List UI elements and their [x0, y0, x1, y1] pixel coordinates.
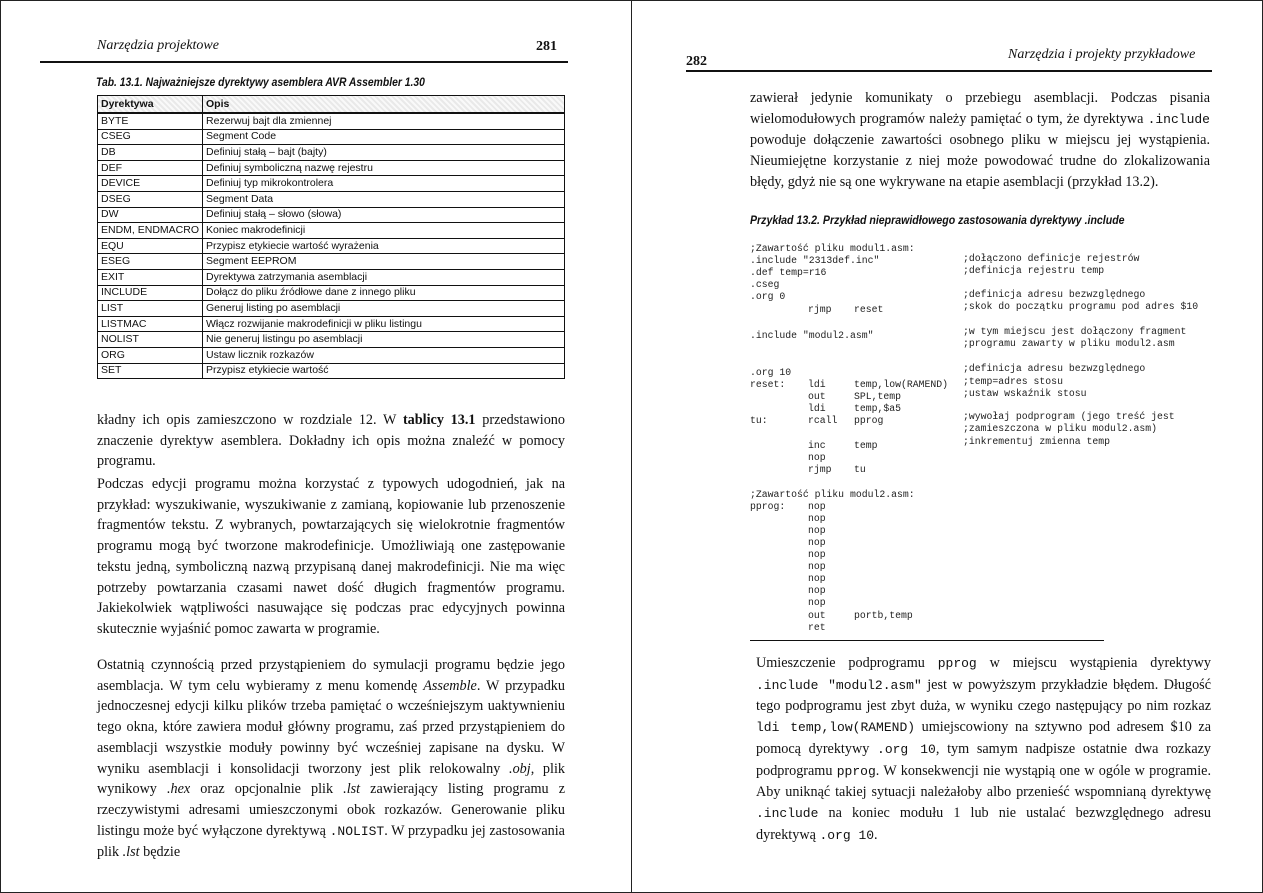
directive-name: DEVICE [98, 176, 203, 192]
code-mnemonic: nop [808, 537, 826, 548]
code-mnemonic: nop [808, 501, 826, 512]
code-comment: ;Zawartość pliku modul1.asm: [750, 243, 915, 254]
right-header-rule [686, 70, 1212, 72]
code-comment: ;w tym miejscu jest dołączony fragment [963, 326, 1187, 337]
text-run: , plik wynikowy [97, 760, 565, 798]
directive-name: CSEG [98, 129, 203, 145]
text-run: . W przypadku jej zastosowania plik [97, 822, 565, 861]
text-run: kładny ich opis zamieszczono w rozdziale 12. W [97, 412, 403, 428]
code-directive: .include "2313def.inc" [750, 255, 880, 266]
inline-code: pprog [937, 656, 977, 671]
code-directive: .def temp=r16 [750, 267, 827, 278]
code-operand: temp [854, 440, 878, 451]
directive-description: Definiuj typ mikrokontrolera [203, 176, 565, 192]
text-run: zawierający listing programu z rzeczywistymi adresami umieszczonymi obok rozkazów. Generowanie pliku listingu może być wyłączone dyrektywą [97, 781, 565, 839]
right-paragraph-1 [750, 88, 1210, 193]
table-row [98, 145, 565, 161]
code-label: reset: [750, 379, 786, 390]
inline-code: ldi temp,low(RAMEND) [756, 720, 916, 736]
code-mnemonic: nop [808, 452, 826, 463]
table-header-cell: Opis [203, 96, 565, 114]
code-mnemonic: ret [808, 622, 826, 633]
inline-code: .include [756, 805, 819, 821]
directive-description: Koniec makrodefinicji [203, 223, 565, 239]
table-header-row [98, 96, 565, 114]
table-reference: tablicy 13.1 [402, 412, 476, 428]
left-paragraph-1 [97, 410, 565, 472]
text-run: jest w powyższym przykładzie błędem. Długość tego podprogramu jest zbyt duża, w wyniku czego następujący po nim rozkaz [756, 676, 1212, 715]
text-run: . [874, 826, 878, 843]
code-comment: ;wywołaj podprogram (jego treść jest [963, 411, 1175, 422]
directive-description: Segment EEPROM [203, 254, 565, 270]
left-paragraph-2: Podczas edycji programu można korzystać z typowych udogodnień, jak na przykład: wyszukiwanie, wyszukiwanie z zamianą, kopiowanie lub przenoszenie fragmentów tekstu. Z wybranych, powtarzających się wielokrotnie fragmentów programu mogą być tworzone makrodefinicje. Umożliwiają one zastępowanie tekstu jedną, symboliczną nazwą przypisaną danej makrodefinicji. Nie ma więc potrzeby powtarzania czasami nawet dość długich fragmentów programu. Jakiekolwiek wątpliwości nasuwające się podczas prac edycyjnych powinna skutecznie wyjaśnić pomoc zawarta w programie. [97, 476, 565, 637]
text-run: . W konsekwencji nie wystąpią one w ogóle w programie. Aby uniknąć takiej sytuacji należałoby albo przenieść wspomnianą dyrektywę [756, 762, 1211, 801]
directive-name: LIST [98, 301, 203, 317]
left-page-number: 281 [536, 39, 557, 54]
table-row [98, 223, 565, 239]
code-mnemonic: inc [808, 440, 826, 451]
code-comment: ;Zawartość pliku modul2.asm: [750, 489, 915, 500]
table-row [98, 347, 565, 363]
right-page-number: 282 [686, 54, 707, 69]
code-comment: ;skok do początku programu pod adres $10 [963, 301, 1199, 312]
table-row [98, 176, 565, 192]
inline-code: .org 10 [819, 827, 875, 843]
directive-description: Generuj listing po asemblacji [203, 301, 565, 317]
directive-description: Definiuj stałą – słowo (słowa) [203, 207, 565, 223]
code-mnemonic: rjmp [808, 464, 832, 475]
inline-code: .include "modul2.asm" [756, 677, 922, 693]
left-running-head: Narzędzia projektowe [97, 38, 219, 53]
code-directive: .cseg [750, 279, 780, 290]
code-mnemonic: nop [808, 549, 826, 560]
code-operand: reset [854, 304, 884, 315]
inline-code: .NOLIST [329, 823, 385, 839]
code-operand: SPL,temp [854, 391, 902, 402]
directive-description: Przypisz etykiecie wartość [203, 363, 565, 379]
text-run: , tym samym nadpisze ostatnie dwa rozkazy podprogramu [756, 740, 1212, 779]
left-paragraph-3 [97, 655, 565, 863]
code-comment: ;zamieszczona w pliku modul2.asm) [963, 423, 1158, 434]
example-caption: Przykład 13.2. Przykład nieprawidłowego zastosowania dyrektywy .include [750, 215, 1125, 227]
code-operand: tu [854, 464, 866, 475]
directives-table [97, 95, 565, 379]
code-mnemonic: rjmp [808, 304, 832, 315]
left-page [0, 0, 631, 893]
inline-code: .include [1147, 111, 1210, 127]
file-extension: .lst [343, 781, 361, 798]
directive-name: DSEG [98, 191, 203, 207]
text-run: umiejscowiony na sztywno pod adresem $10 za pomocą dyrektywy [756, 719, 1211, 757]
directive-name: ESEG [98, 254, 203, 270]
table-row [98, 269, 565, 285]
table-row [98, 332, 565, 348]
text-run: Ostatnią czynnością przed przystąpieniem do symulacji programu będzie jego asemblacja. W tym celu wybieramy z menu komendę [97, 657, 565, 694]
text-run: zawierał jedynie komunikaty o przebiegu asemblacji. Podczas pisania wielomodułowych programów należy pamiętać o tym, że dyrektywa [750, 90, 1210, 127]
code-comment: ;definicja adresu bezwzględnego [963, 289, 1146, 300]
directive-name: LISTMAC [98, 316, 203, 332]
directive-name: DB [98, 145, 203, 161]
code-mnemonic: out [808, 610, 826, 621]
directive-name: EXIT [98, 269, 203, 285]
code-operand: temp,$a5 [854, 403, 902, 414]
file-extension: .lst [122, 844, 140, 861]
left-header-rule [40, 61, 568, 63]
directive-name: SET [98, 363, 203, 379]
table-row [98, 160, 565, 176]
file-extension: .hex [166, 781, 191, 798]
code-mnemonic: nop [808, 597, 826, 608]
right-running-head: Narzędzia i projekty przykładowe [1008, 47, 1196, 62]
code-comment: ;dołączono definicje rejestrów [963, 253, 1140, 264]
code-comment: ;definicja adresu bezwzględnego [963, 363, 1146, 374]
table-row [98, 207, 565, 223]
code-mnemonic: ldi [808, 403, 826, 414]
directive-description: Segment Code [203, 129, 565, 145]
directive-description: Segment Data [203, 191, 565, 207]
text-run: na koniec modułu 1 lub nie ustalać bezwzględnego adresu dyrektywą [756, 804, 1211, 843]
code-directive: .org 0 [750, 291, 786, 302]
text-run: Umieszczenie podprogramu [756, 655, 938, 671]
code-operand: portb,temp [854, 610, 913, 621]
code-operand: pprog [854, 415, 884, 426]
table-row [98, 129, 565, 145]
directive-name: DEF [98, 160, 203, 176]
directive-description: Nie generuj listingu po asemblacji [203, 332, 565, 348]
text-run: w miejscu wystąpienia dyrektywy [976, 655, 1211, 671]
code-end-rule [750, 640, 1104, 641]
inline-code: pprog [836, 763, 876, 779]
directive-description: Ustaw licznik rozkazów [203, 347, 565, 363]
directive-name: NOLIST [98, 332, 203, 348]
table-row [98, 238, 565, 254]
directive-name: BYTE [98, 113, 203, 129]
table-row [98, 363, 565, 379]
directive-name: DW [98, 207, 203, 223]
directive-description: Definiuj symboliczną nazwę rejestru [203, 160, 565, 176]
code-mnemonic: nop [808, 585, 826, 596]
table-row [98, 301, 565, 317]
code-comment: ;programu zawarty w pliku modul2.asm [963, 338, 1175, 349]
code-comment: ;ustaw wskaźnik stosu [963, 388, 1087, 399]
inline-code: .org 10 [877, 741, 936, 757]
table-row [98, 316, 565, 332]
right-page [632, 0, 1263, 893]
code-comment: ;inkrementuj zmienna temp [963, 436, 1110, 447]
text-run: oraz opcjonalnie plik [190, 781, 344, 798]
code-mnemonic: nop [808, 525, 826, 536]
text-run: przedstawiono znaczenie dyrektyw asemblera. Dokładny ich opis można znaleźć w pomocy programu. [97, 412, 565, 470]
code-label: tu: [750, 415, 768, 426]
code-mnemonic: ldi [808, 379, 826, 390]
code-mnemonic: nop [808, 573, 826, 584]
code-comment: ;definicja rejestru temp [963, 265, 1105, 276]
directive-description: Przypisz etykiecie wartość wyrażenia [203, 238, 565, 254]
directive-name: EQU [98, 238, 203, 254]
code-directive: .org 10 [750, 367, 792, 378]
code-mnemonic: nop [808, 513, 826, 524]
table-header-cell: Dyrektywa [98, 96, 203, 114]
text-run: . W przypadku jednoczesnej edycji kilku plików trzeba pamiętać o wcześniejszym uaktywnieniu tego okna, które zawiera moduł główny programu, zaś przed przystąpieniem do asemblacji wszystkie moduły powinny być wcześniej zapisane na dysku. W wyniku asemblacji i konsolidacji tworzony jest plik relokowalny [97, 677, 565, 777]
menu-command: Assemble [423, 677, 477, 694]
table-row [98, 191, 565, 207]
directive-description: Dołącz do pliku źródłowe dane z innego pliku [203, 285, 565, 301]
directive-description: Definiuj stałą – bajt (bajty) [203, 145, 565, 161]
code-comment: ;temp=adres stosu [963, 376, 1063, 387]
code-mnemonic: rcall [808, 415, 838, 426]
code-directive: .include "modul2.asm" [750, 330, 874, 341]
table-row [98, 254, 565, 270]
directive-description: Włącz rozwijanie makrodefinicji w pliku listingu [203, 316, 565, 332]
right-paragraph-2 [756, 653, 1211, 846]
code-label: pprog: [750, 501, 786, 512]
table-row [98, 113, 565, 129]
code-mnemonic: out [808, 391, 826, 402]
code-mnemonic: nop [808, 561, 826, 572]
text-run: powoduje dołączenie zawartości osobnego pliku w miejscu jej wystąpienia. Nieumiejętne korzystanie z niej może powodować trudne do zlokalizowania błędy, gdyż nie są one wykrywane na etapie asemblacji (przykład 13.2). [750, 132, 1210, 190]
table-caption: Tab. 13.1. Najważniejsze dyrektywy asemblera AVR Assembler 1.30 [96, 77, 425, 89]
file-extension: .obj [509, 760, 531, 777]
table-row [98, 285, 565, 301]
directive-name: ORG [98, 347, 203, 363]
directive-description: Dyrektywa zatrzymania asemblacji [203, 269, 565, 285]
directive-name: ENDM, ENDMACRO [98, 223, 203, 239]
text-run: będzie [139, 844, 181, 861]
directive-name: INCLUDE [98, 285, 203, 301]
code-operand: temp,low(RAMEND) [854, 379, 949, 390]
directive-description: Rezerwuj bajt dla zmiennej [203, 113, 565, 129]
